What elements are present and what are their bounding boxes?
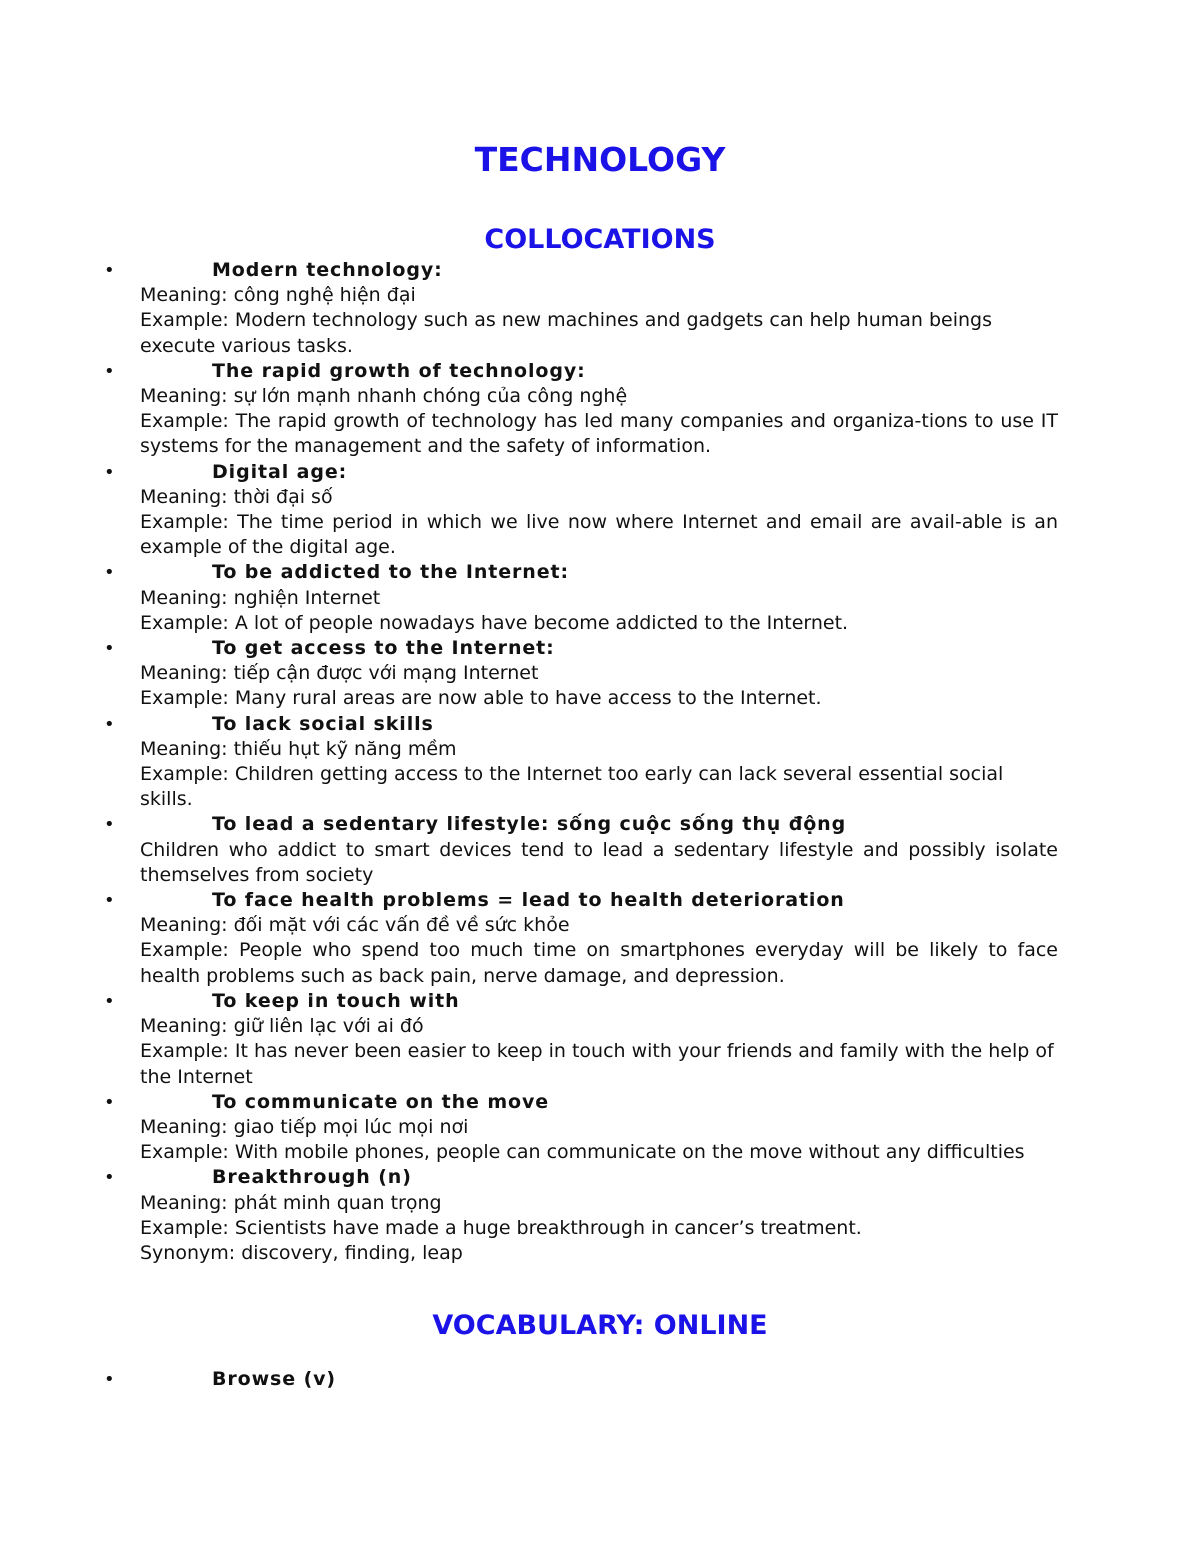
list-item	[104, 1090, 1058, 1166]
meaning: Meaning: nghiện Internet	[140, 586, 381, 609]
bullet-icon: •	[104, 461, 115, 483]
meaning: Meaning: đối mặt với các vấn đề về sức khỏe	[140, 914, 570, 937]
document-title: TECHNOLOGY	[474, 140, 726, 179]
bullet-icon: •	[104, 814, 115, 836]
term: Modern technology:	[212, 259, 443, 281]
meaning: Meaning: thiếu hụt kỹ năng mềm	[140, 737, 457, 760]
meaning: Meaning: tiếp cận được với mạng Internet	[140, 662, 539, 685]
list-item	[104, 258, 1058, 359]
list-item	[104, 989, 1058, 1090]
term: Browse (v)	[212, 1368, 337, 1390]
meaning: Meaning: sự lớn mạnh nhanh chóng của công nghệ	[140, 385, 628, 408]
term: The rapid growth of technology:	[212, 359, 586, 382]
term: To get access to the Internet:	[212, 637, 555, 660]
bullet-icon: •	[104, 890, 115, 912]
bullet-icon: •	[104, 562, 115, 584]
term: Digital age:	[212, 460, 348, 483]
collocations-list	[104, 258, 1058, 1266]
list-item	[104, 712, 1058, 813]
example: Example: People who spend too much time on smartphones everyday will be likely to face health problems such as back pain, nerve damage, and depression.	[140, 939, 1058, 987]
meaning: Meaning: giữ liên lạc với ai đó	[140, 1015, 424, 1038]
list-item	[104, 1367, 1058, 1392]
example: Children who addict to smart devices tend to lead a sedentary lifestyle and possibly isolate themselves from society	[140, 838, 1058, 886]
term: To lead a sedentary lifestyle: sống cuộc sống thụ động	[212, 813, 847, 836]
meaning: Meaning: công nghệ hiện đại	[140, 284, 416, 307]
synonym: Synonym: discovery, finding, leap	[140, 1241, 463, 1264]
example: Example: Scientists have made a huge breakthrough in cancer’s treatment.	[140, 1216, 862, 1239]
example: Example: It has never been easier to keep in touch with your friends and family with the help of the Internet	[140, 1040, 1054, 1088]
term: To be addicted to the Internet:	[212, 561, 569, 584]
example: Example: A lot of people nowadays have become addicted to the Internet.	[140, 611, 849, 634]
example: Example: Children getting access to the Internet too early can lack several essential social skills.	[140, 763, 1004, 811]
list-item	[104, 1165, 1058, 1266]
term: Breakthrough (n)	[212, 1166, 412, 1189]
section-heading-collocations: COLLOCATIONS	[484, 224, 716, 255]
bullet-icon: •	[104, 990, 115, 1012]
bullet-icon: •	[104, 638, 115, 660]
term: To keep in touch with	[212, 989, 460, 1012]
list-item	[104, 560, 1058, 636]
meaning: Meaning: phát minh quan trọng	[140, 1191, 442, 1214]
bullet-icon: •	[104, 1167, 115, 1189]
term: To communicate on the move	[212, 1090, 550, 1113]
list-item	[104, 636, 1058, 712]
list-item	[104, 359, 1058, 460]
section-heading-vocabulary: VOCABULARY: ONLINE	[432, 1310, 768, 1341]
example: Example: The rapid growth of technology has led many companies and organiza-tions to use IT systems for the management and the safety of information.	[140, 410, 1058, 458]
bullet-icon: •	[104, 360, 115, 382]
meaning: Meaning: giao tiếp mọi lúc mọi nơi	[140, 1115, 469, 1138]
vocabulary-list	[104, 1367, 1058, 1392]
term: To lack social skills	[212, 712, 434, 735]
bullet-icon: •	[104, 1369, 115, 1390]
term: To face health problems = lead to health deterioration	[212, 889, 845, 912]
example: Example: With mobile phones, people can communicate on the move without any difficulties	[140, 1141, 1025, 1164]
example: Example: The time period in which we live now where Internet and email are avail-able is an example of the digital age.	[140, 511, 1058, 559]
bullet-icon: •	[104, 260, 115, 281]
list-item	[104, 888, 1058, 989]
meaning: Meaning: thời đại số	[140, 485, 333, 508]
list-item	[104, 460, 1058, 561]
list-item	[104, 812, 1058, 888]
example: Example: Many rural areas are now able to have access to the Internet.	[140, 687, 822, 710]
example: Example: Modern technology such as new machines and gadgets can help human beings execute various tasks.	[140, 309, 993, 357]
bullet-icon: •	[104, 1091, 115, 1113]
bullet-icon: •	[104, 713, 115, 735]
